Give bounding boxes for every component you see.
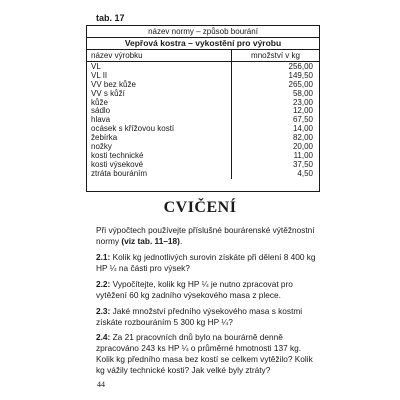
table-row-name: VL <box>91 62 101 71</box>
section-heading: CVIČENÍ <box>163 199 237 216</box>
intro-table-reference: (viz tab. 11–18) <box>121 236 180 246</box>
exercise-number: 2.2: <box>96 279 111 289</box>
exercise-paragraph <box>96 279 318 301</box>
table-row-name: VL II <box>91 70 108 80</box>
table-header <box>87 50 319 62</box>
exercise-paragraph <box>96 306 318 328</box>
table-row-quantity: 12,00 <box>292 106 313 116</box>
table-body <box>87 62 319 179</box>
table-row-name: žebírka <box>91 133 118 143</box>
table-row-quantity: 265,00 <box>288 79 313 89</box>
column-header-quantity: množství v kg <box>231 50 319 61</box>
intro-paragraph <box>96 225 318 247</box>
table-label: tab. 17 <box>96 13 125 23</box>
exercise-number: 2.1: <box>96 252 111 262</box>
table-title: Vepřová kostra – vykostění pro výrobu <box>87 38 319 50</box>
exercise-number: 2.4: <box>96 332 111 342</box>
table-row-quantity: 14,00 <box>292 124 313 134</box>
intro-text: Při výpočtech používejte příslušné bourárenské výtěžnostní normy <box>96 225 315 246</box>
table-row-quantity: 58,00 <box>292 88 313 98</box>
table-row-name: kůže <box>91 97 108 107</box>
table-row-quantity: 20,00 <box>292 142 313 152</box>
table-row-quantity: 4,50 <box>297 168 313 178</box>
table-row-name: hlava <box>91 115 111 125</box>
page-number: 44 <box>97 380 105 389</box>
column-header-name: název výrobku <box>91 51 143 60</box>
table-row-name: sádlo <box>91 106 111 116</box>
table-row-quantity: 149,50 <box>288 70 313 80</box>
exercise-paragraph <box>96 332 318 376</box>
exercise-number: 2.3: <box>96 306 111 316</box>
exercise-paragraph <box>96 252 318 274</box>
exercise-text: Kolik kg jednotlivých surovin získáte při dělení 8 400 kg HP ¼ na části pro výsek? <box>96 252 316 273</box>
exercise-text: Za 21 pracovních dnů bylo na bourárně denně zpracováno 243 ks HP ¼ o průměrné hmotnosti 137 kg. Kolik kg předního masa bez kostí se celkem vytěžilo? Kolik kg vážily technické kosti? Jak velké byly ztráty? <box>96 332 313 375</box>
table-row-name: kosti výsekové <box>91 159 144 169</box>
product-name-column <box>87 62 231 179</box>
table-row-name: kosti technické <box>91 150 144 160</box>
table-row-quantity: 256,00 <box>288 62 313 71</box>
quantity-column <box>231 62 319 179</box>
yield-table <box>86 25 320 192</box>
exercise-text: Jaké množství předního výsekového masa s kostmi získáte rozbouráním 5 300 kg HP ¼? <box>96 306 303 327</box>
table-row-quantity: 82,00 <box>292 133 313 143</box>
table-row-quantity: 23,00 <box>292 97 313 107</box>
table-row-quantity: 11,00 <box>293 150 313 160</box>
intro-end: . <box>179 236 183 246</box>
table-row-quantity: 37,50 <box>292 159 313 169</box>
table-row-name: nožky <box>91 142 112 152</box>
table-row-name: ztráta bouráním <box>91 168 148 178</box>
table-norm-line: název normy – způsob bourání <box>87 26 319 38</box>
table-row-name: VV s kůží <box>91 88 125 98</box>
exercise-text: Vypočítejte, kolik kg HP ¼ je nutno zpracovat pro vytěžení 60 kg zadního výsekového masa z plece. <box>96 279 293 300</box>
table-row-name: VV bez kůže <box>91 79 136 89</box>
table-row-quantity: 67,50 <box>292 115 313 125</box>
table-row-name: ocásek s křížovou kostí <box>91 124 175 134</box>
